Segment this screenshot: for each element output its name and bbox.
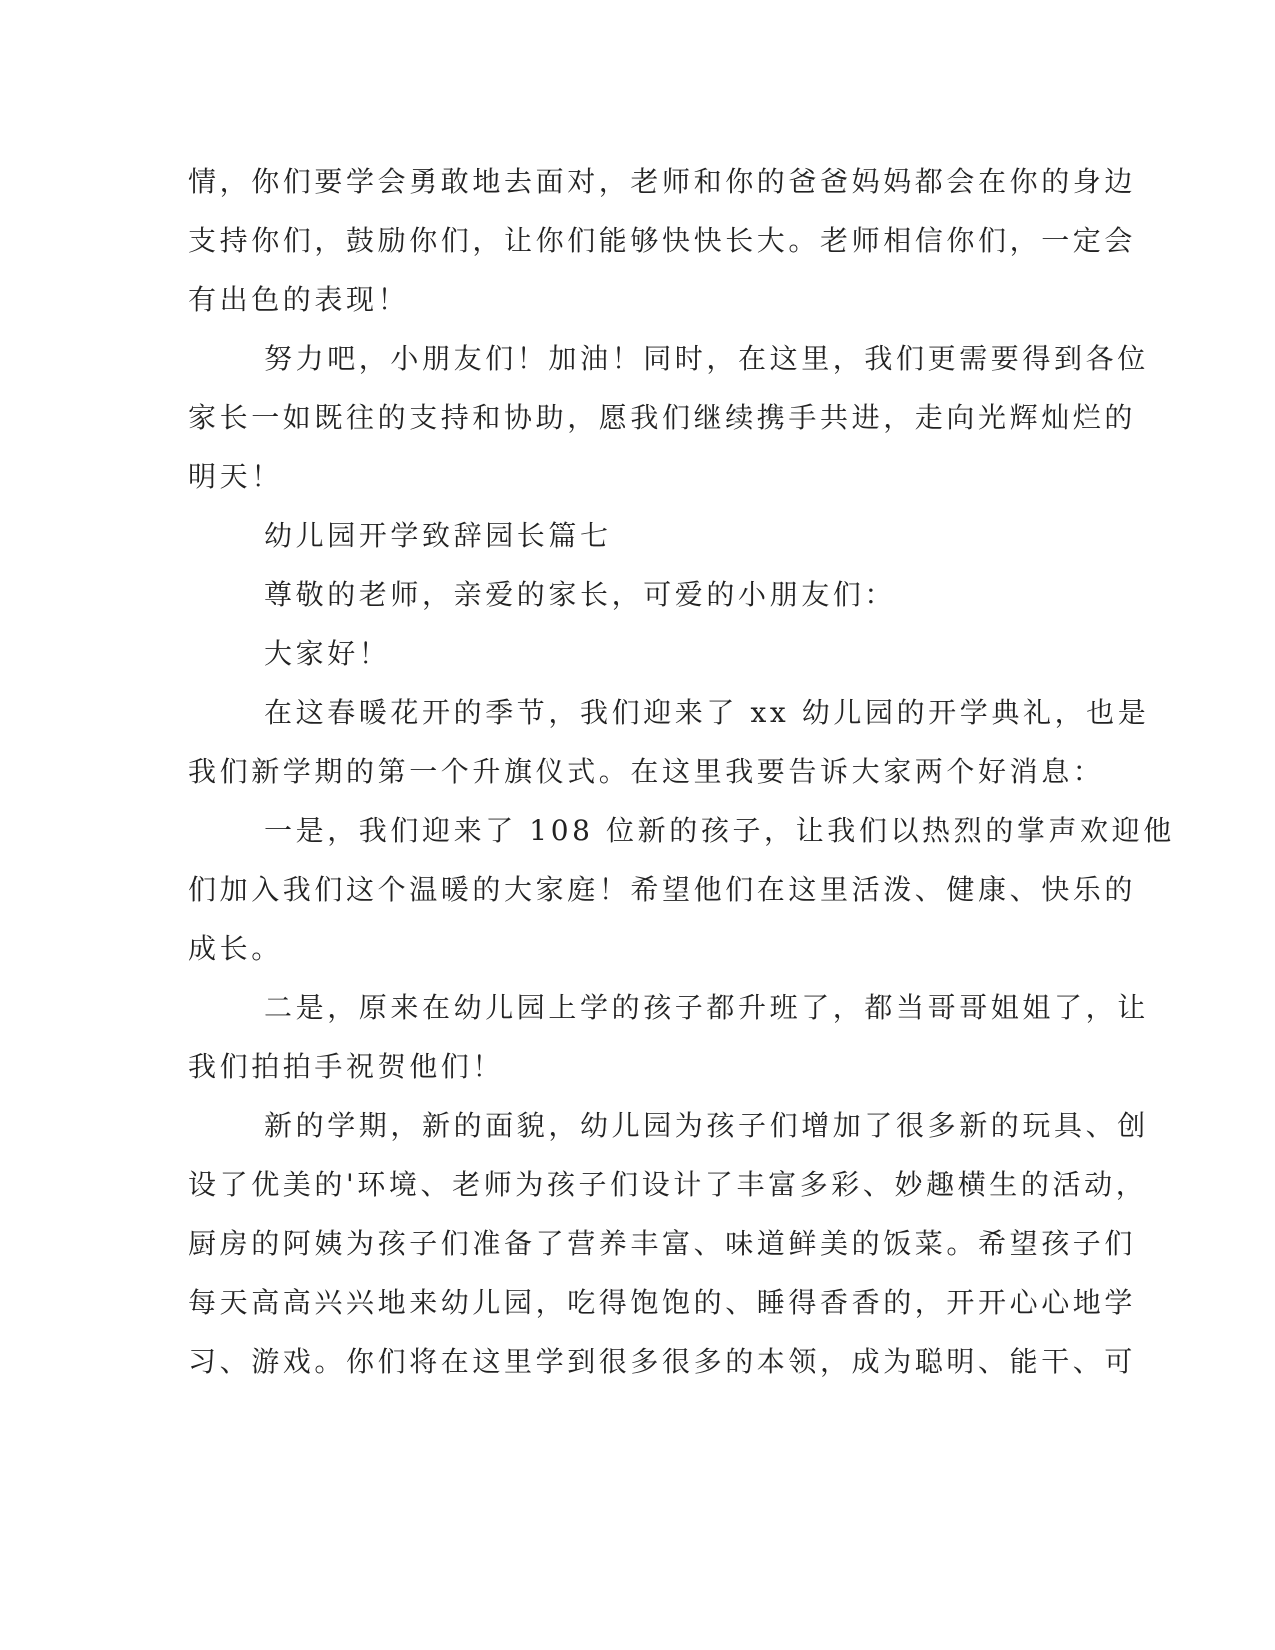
paragraph-line: 在这春暖花开的季节，我们迎来了 xx 幼儿园的开学典礼，也是 — [264, 696, 1150, 729]
salutation: 尊敬的老师，亲爱的家长，可爱的小朋友们： — [264, 578, 897, 611]
paragraph-line: 一是，我们迎来了 108 位新的孩子，让我们以热烈的掌声欢迎他 — [264, 814, 1175, 847]
paragraph-line: 努力吧，小朋友们！加油！同时，在这里，我们更需要得到各位 — [264, 342, 1149, 375]
paragraph-line: 我们新学期的第一个升旗仪式。在这里我要告诉大家两个好消息： — [188, 755, 1105, 788]
paragraph-line: 习、游戏。你们将在这里学到很多很多的本领，成为聪明、能干、可 — [188, 1345, 1137, 1378]
section-heading: 幼儿园开学致辞园长篇七 — [264, 519, 612, 552]
paragraph-line: 每天高高兴兴地来幼儿园，吃得饱饱的、睡得香香的，开开心心地学 — [188, 1286, 1137, 1319]
paragraph-line: 明天！ — [188, 460, 283, 493]
paragraph-line: 们加入我们这个温暖的大家庭！希望他们在这里活泼、健康、快乐的 — [188, 873, 1137, 906]
paragraph-line: 情，你们要学会勇敢地去面对，老师和你的爸爸妈妈都会在你的身边 — [188, 165, 1137, 198]
paragraph-line: 新的学期，新的面貌，幼儿园为孩子们增加了很多新的玩具、创 — [264, 1109, 1149, 1142]
paragraph-line: 有出色的表现！ — [188, 283, 410, 316]
greeting: 大家好！ — [264, 637, 391, 670]
paragraph-line: 我们拍拍手祝贺他们！ — [188, 1050, 505, 1083]
paragraph-line: 设了优美的'环境、老师为孩子们设计了丰富多彩、妙趣横生的活动， — [188, 1168, 1148, 1201]
paragraph-line: 家长一如既往的支持和协助，愿我们继续携手共进，走向光辉灿烂的 — [188, 401, 1137, 434]
paragraph-line: 厨房的阿姨为孩子们准备了营养丰富、味道鲜美的饭菜。希望孩子们 — [188, 1227, 1137, 1260]
paragraph-line: 支持你们，鼓励你们，让你们能够快快长大。老师相信你们，一定会 — [188, 224, 1137, 257]
paragraph-line: 成长。 — [188, 932, 283, 965]
paragraph-line: 二是，原来在幼儿园上学的孩子都升班了，都当哥哥姐姐了，让 — [264, 991, 1149, 1024]
